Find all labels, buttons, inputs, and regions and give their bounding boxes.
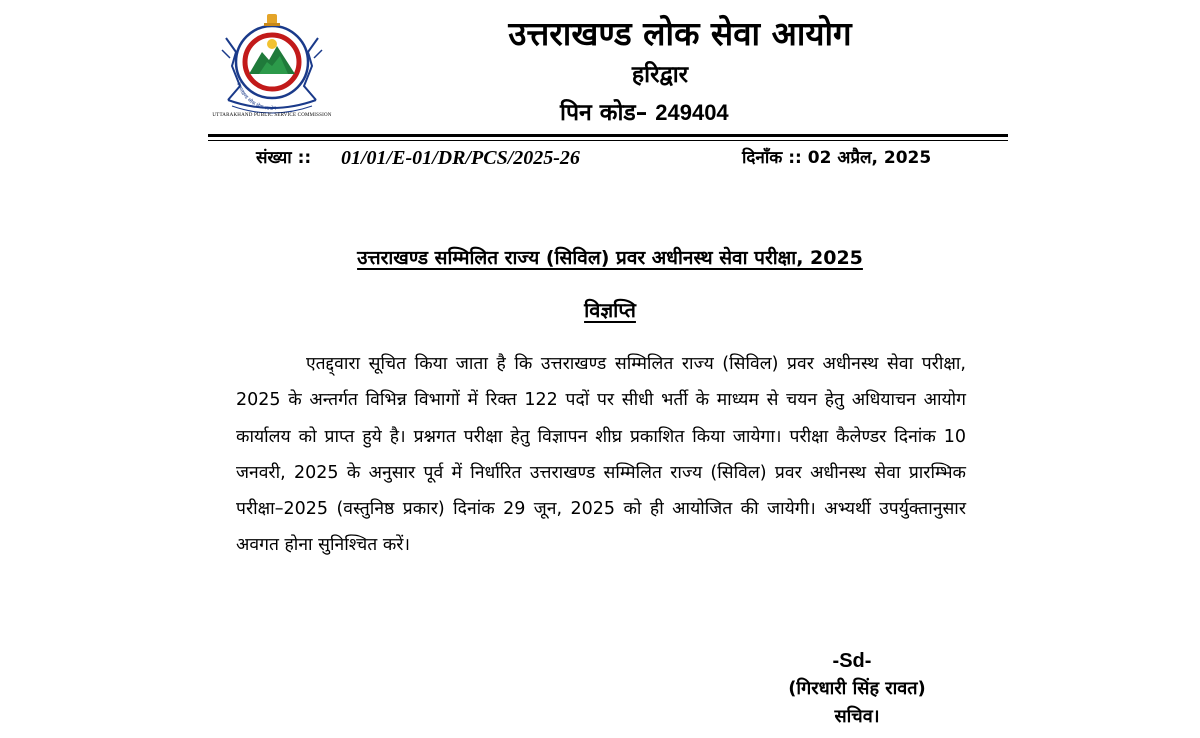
signature-sd: -Sd- [832,650,872,672]
commission-emblem-icon [214,8,330,124]
pin-code-value: 249404 [655,100,729,125]
notice-title-text: विज्ञप्ति [584,298,636,322]
signatory-designation: सचिव। [834,706,880,727]
header-divider-thin [208,140,1008,141]
emblem-arc-text: उत्तराखण्ड लोक सेवा आयोग [235,81,277,113]
pin-code-line [560,98,729,128]
city-name: हरिद्वार [631,62,689,88]
issue-date: दिनाँक :: 02 अप्रैल, 2025 [742,148,932,168]
header-divider-thick [208,134,1008,137]
subject-heading-text: उत्तराखण्ड सम्मिलित राज्य (सिविल) प्रवर अधीनस्थ सेवा परीक्षा, 2025 [357,247,863,269]
pin-code-label: पिन कोड– [560,100,648,126]
emblem-caption: UTTARAKHAND PUBLIC SERVICE COMMISSION [212,113,332,118]
commission-name: उत्तराखण्ड लोक सेवा आयोग [508,14,852,53]
signatory-name: (गिरधारी सिंह रावत) [788,678,926,699]
subject-heading [200,244,1020,272]
reference-label: संख्या :: [256,148,312,168]
reference-number: 01/01/E-01/DR/PCS/2025-26 [341,147,580,169]
notice-body: एतद्द्वारा सूचित किया जाता है कि उत्तराखण्ड सम्मिलित राज्य (सिविल) प्रवर अधीनस्थ सेवा परीक्षा, 2025 के अन्तर्गत विभिन्न विभागों में रिक्त 122 पदों पर सीधी भर्ती के माध्यम से चयन हेतु अधियाचन आयोग कार्यालय को प्राप्त हुये है। प्रश्नगत परीक्षा हेतु विज्ञापन शीघ्र प्रकाशित किया जायेगा। परीक्षा कैलेण्डर दिनांक 10 जनवरी, 2025 के अनुसार पूर्व में निर्धारित उत्तराखण्ड सम्मिलित राज्य (सिविल) प्रवर अधीनस्थ सेवा प्रारम्भिक परीक्षा–2025 (वस्तुनिष्ठ प्रकार) दिनांक 29 जून, 2025 को ही आयोजित की जायेगी। अभ्यर्थी उपर्युक्तानुसार अवगत होना सुनिश्चित करें। [236,354,966,556]
notice-title [200,296,1020,324]
